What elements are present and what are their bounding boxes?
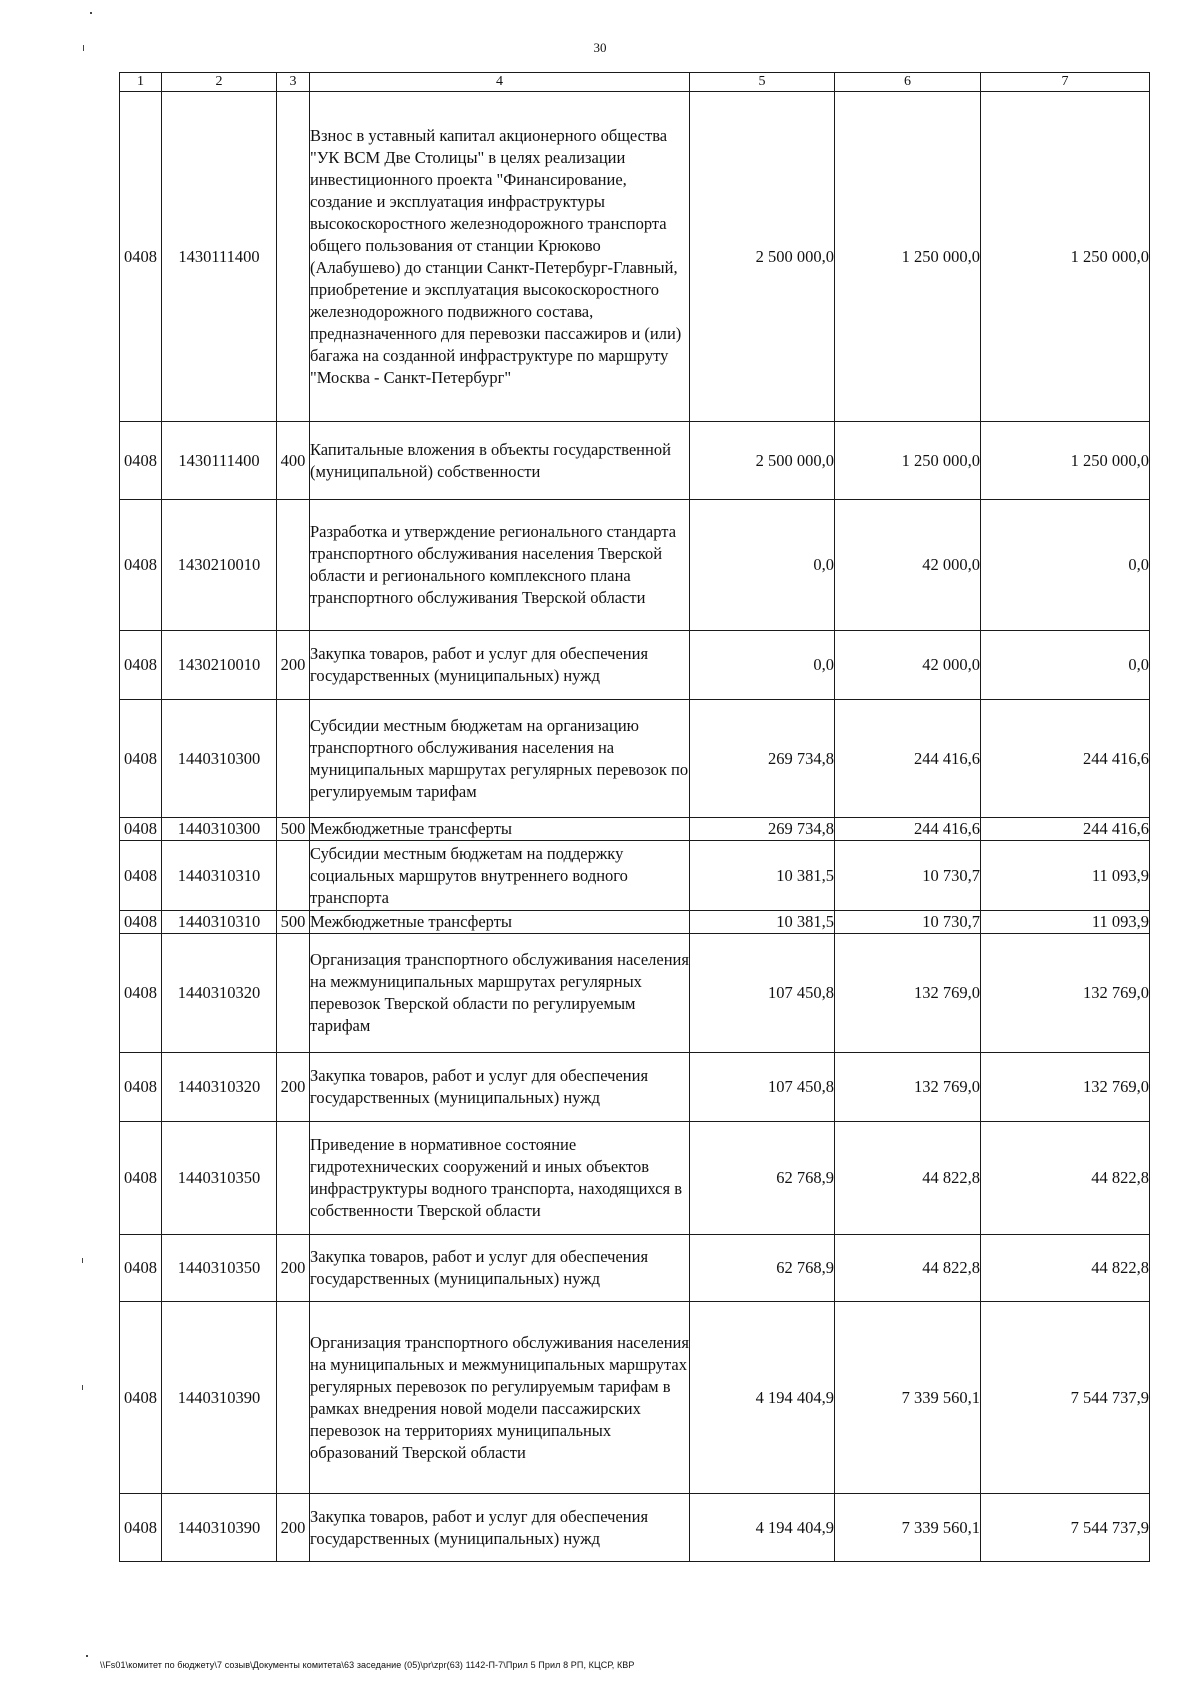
kind-code: 200 (277, 631, 310, 700)
col-header-7: 7 (981, 73, 1150, 92)
value-col7: 7 544 737,9 (981, 1302, 1150, 1494)
value-col5: 107 450,8 (690, 934, 835, 1053)
value-col6: 42 000,0 (835, 500, 981, 631)
target-code: 1430111400 (162, 92, 277, 422)
value-col7: 0,0 (981, 500, 1150, 631)
scan-speck (90, 12, 92, 14)
scan-speck (82, 1385, 83, 1390)
value-col6: 10 730,7 (835, 911, 981, 934)
kind-code (277, 92, 310, 422)
section-code: 0408 (120, 700, 162, 818)
value-col7: 132 769,0 (981, 934, 1150, 1053)
value-col6: 10 730,7 (835, 841, 981, 911)
value-col5: 269 734,8 (690, 700, 835, 818)
value-col7: 244 416,6 (981, 700, 1150, 818)
col-header-1: 1 (120, 73, 162, 92)
table-row (120, 841, 1150, 911)
value-col5: 2 500 000,0 (690, 422, 835, 500)
kind-code (277, 700, 310, 818)
value-col6: 244 416,6 (835, 700, 981, 818)
value-col6: 1 250 000,0 (835, 92, 981, 422)
value-col6: 42 000,0 (835, 631, 981, 700)
budget-table (119, 72, 1150, 1562)
target-code: 1440310320 (162, 1053, 277, 1122)
table-row (120, 1235, 1150, 1302)
kind-code (277, 934, 310, 1053)
value-col7: 11 093,9 (981, 841, 1150, 911)
value-col7: 7 544 737,9 (981, 1494, 1150, 1562)
value-col5: 62 768,9 (690, 1235, 835, 1302)
value-col7: 11 093,9 (981, 911, 1150, 934)
value-col5: 10 381,5 (690, 841, 835, 911)
scan-speck (82, 1258, 83, 1263)
table-row (120, 1053, 1150, 1122)
value-col6: 132 769,0 (835, 934, 981, 1053)
value-col7: 44 822,8 (981, 1122, 1150, 1235)
target-code: 1440310310 (162, 841, 277, 911)
value-col5: 4 194 404,9 (690, 1494, 835, 1562)
item-name: Закупка товаров, работ и услуг для обеспечения государственных (муниципальных) нужд (310, 1053, 690, 1122)
kind-code (277, 1122, 310, 1235)
kind-code: 500 (277, 818, 310, 841)
value-col6: 7 339 560,1 (835, 1302, 981, 1494)
target-code: 1440310390 (162, 1302, 277, 1494)
header-row (120, 73, 1150, 92)
table-row (120, 700, 1150, 818)
table-row (120, 500, 1150, 631)
item-name: Взнос в уставный капитал акционерного общества "УК ВСМ Две Столицы" в целях реализации инвестиционного проекта "Финансирование, создание и эксплуатация инфраструктуры высокоскоростного железнодорожного транспорта общего пользования от станции Крюково (Алабушево) до станции Санкт-Петербург-Главный, приобретение и эксплуатация высокоскоростного железнодорожного подвижного состава, предназначенного для перевозки пассажиров и (или) багажа на созданной инфраструктуре по маршруту "Москва - Санкт-Петербург" (310, 92, 690, 422)
target-code: 1440310310 (162, 911, 277, 934)
item-name: Закупка товаров, работ и услуг для обеспечения государственных (муниципальных) нужд (310, 1235, 690, 1302)
value-col6: 244 416,6 (835, 818, 981, 841)
target-code: 1440310300 (162, 818, 277, 841)
col-header-5: 5 (690, 73, 835, 92)
table-row (120, 1122, 1150, 1235)
table-row (120, 934, 1150, 1053)
table-row (120, 911, 1150, 934)
section-code: 0408 (120, 818, 162, 841)
col-header-3: 3 (277, 73, 310, 92)
target-code: 1430210010 (162, 631, 277, 700)
target-code: 1440310320 (162, 934, 277, 1053)
value-col6: 1 250 000,0 (835, 422, 981, 500)
item-name: Субсидии местным бюджетам на поддержку социальных маршрутов внутреннего водного транспорта (310, 841, 690, 911)
table-row (120, 1494, 1150, 1562)
scan-speck (83, 45, 84, 51)
section-code: 0408 (120, 934, 162, 1053)
item-name: Закупка товаров, работ и услуг для обеспечения государственных (муниципальных) нужд (310, 1494, 690, 1562)
col-header-6: 6 (835, 73, 981, 92)
target-code: 1440310300 (162, 700, 277, 818)
value-col7: 132 769,0 (981, 1053, 1150, 1122)
section-code: 0408 (120, 841, 162, 911)
table-row (120, 1302, 1150, 1494)
value-col6: 44 822,8 (835, 1122, 981, 1235)
section-code: 0408 (120, 1494, 162, 1562)
item-name: Разработка и утверждение регионального стандарта транспортного обслуживания населения Тверской области и регионального комплексного плана транспортного обслуживания Тверской области (310, 500, 690, 631)
item-name: Межбюджетные трансферты (310, 818, 690, 841)
kind-code: 200 (277, 1053, 310, 1122)
value-col6: 132 769,0 (835, 1053, 981, 1122)
scan-speck (86, 1655, 88, 1657)
target-code: 1430210010 (162, 500, 277, 631)
table-row (120, 92, 1150, 422)
page-number: 30 (593, 40, 607, 55)
section-code: 0408 (120, 911, 162, 934)
kind-code: 200 (277, 1235, 310, 1302)
item-name: Субсидии местным бюджетам на организацию транспортного обслуживания населения на муниципальных маршрутах регулярных перевозок по регулируемым тарифам (310, 700, 690, 818)
section-code: 0408 (120, 631, 162, 700)
value-col7: 1 250 000,0 (981, 92, 1150, 422)
item-name: Организация транспортного обслуживания населения на межмуниципальных маршрутах регулярных перевозок Тверской области по регулируемым тарифам (310, 934, 690, 1053)
value-col7: 1 250 000,0 (981, 422, 1150, 500)
kind-code (277, 500, 310, 631)
value-col7: 44 822,8 (981, 1235, 1150, 1302)
col-header-4: 4 (310, 73, 690, 92)
value-col5: 10 381,5 (690, 911, 835, 934)
target-code: 1440310390 (162, 1494, 277, 1562)
value-col5: 269 734,8 (690, 818, 835, 841)
item-name: Организация транспортного обслуживания населения на муниципальных и межмуниципальных маршрутах регулярных перевозок по регулируемым тарифам в рамках внедрения новой модели пассажирских перевозок на территориях муниципальных образований Тверской области (310, 1302, 690, 1494)
value-col5: 2 500 000,0 (690, 92, 835, 422)
section-code: 0408 (120, 1302, 162, 1494)
value-col5: 62 768,9 (690, 1122, 835, 1235)
section-code: 0408 (120, 500, 162, 631)
item-name: Приведение в нормативное состояние гидротехнических сооружений и иных объектов инфраструктуры водного транспорта, находящихся в собственности Тверской области (310, 1122, 690, 1235)
target-code: 1430111400 (162, 422, 277, 500)
section-code: 0408 (120, 1122, 162, 1235)
value-col5: 107 450,8 (690, 1053, 835, 1122)
value-col6: 44 822,8 (835, 1235, 981, 1302)
target-code: 1440310350 (162, 1122, 277, 1235)
kind-code (277, 1302, 310, 1494)
item-name: Закупка товаров, работ и услуг для обеспечения государственных (муниципальных) нужд (310, 631, 690, 700)
table-row (120, 818, 1150, 841)
kind-code: 200 (277, 1494, 310, 1562)
section-code: 0408 (120, 1053, 162, 1122)
item-name: Капитальные вложения в объекты государственной (муниципальной) собственности (310, 422, 690, 500)
table-row (120, 422, 1150, 500)
value-col5: 4 194 404,9 (690, 1302, 835, 1494)
value-col5: 0,0 (690, 500, 835, 631)
col-header-2: 2 (162, 73, 277, 92)
kind-code: 400 (277, 422, 310, 500)
value-col6: 7 339 560,1 (835, 1494, 981, 1562)
item-name: Межбюджетные трансферты (310, 911, 690, 934)
value-col5: 0,0 (690, 631, 835, 700)
section-code: 0408 (120, 422, 162, 500)
kind-code (277, 841, 310, 911)
value-col7: 244 416,6 (981, 818, 1150, 841)
section-code: 0408 (120, 1235, 162, 1302)
footer-file-path: \\Fs01\комитет по бюджету\7 созыв\Документы комитета\63 заседание (05)\pr\zpr(63) 1142-П-7\Прил 5 Прил 8 РП, КЦСР, КВР (100, 1660, 635, 1670)
section-code: 0408 (120, 92, 162, 422)
value-col7: 0,0 (981, 631, 1150, 700)
target-code: 1440310350 (162, 1235, 277, 1302)
kind-code: 500 (277, 911, 310, 934)
table-row (120, 631, 1150, 700)
